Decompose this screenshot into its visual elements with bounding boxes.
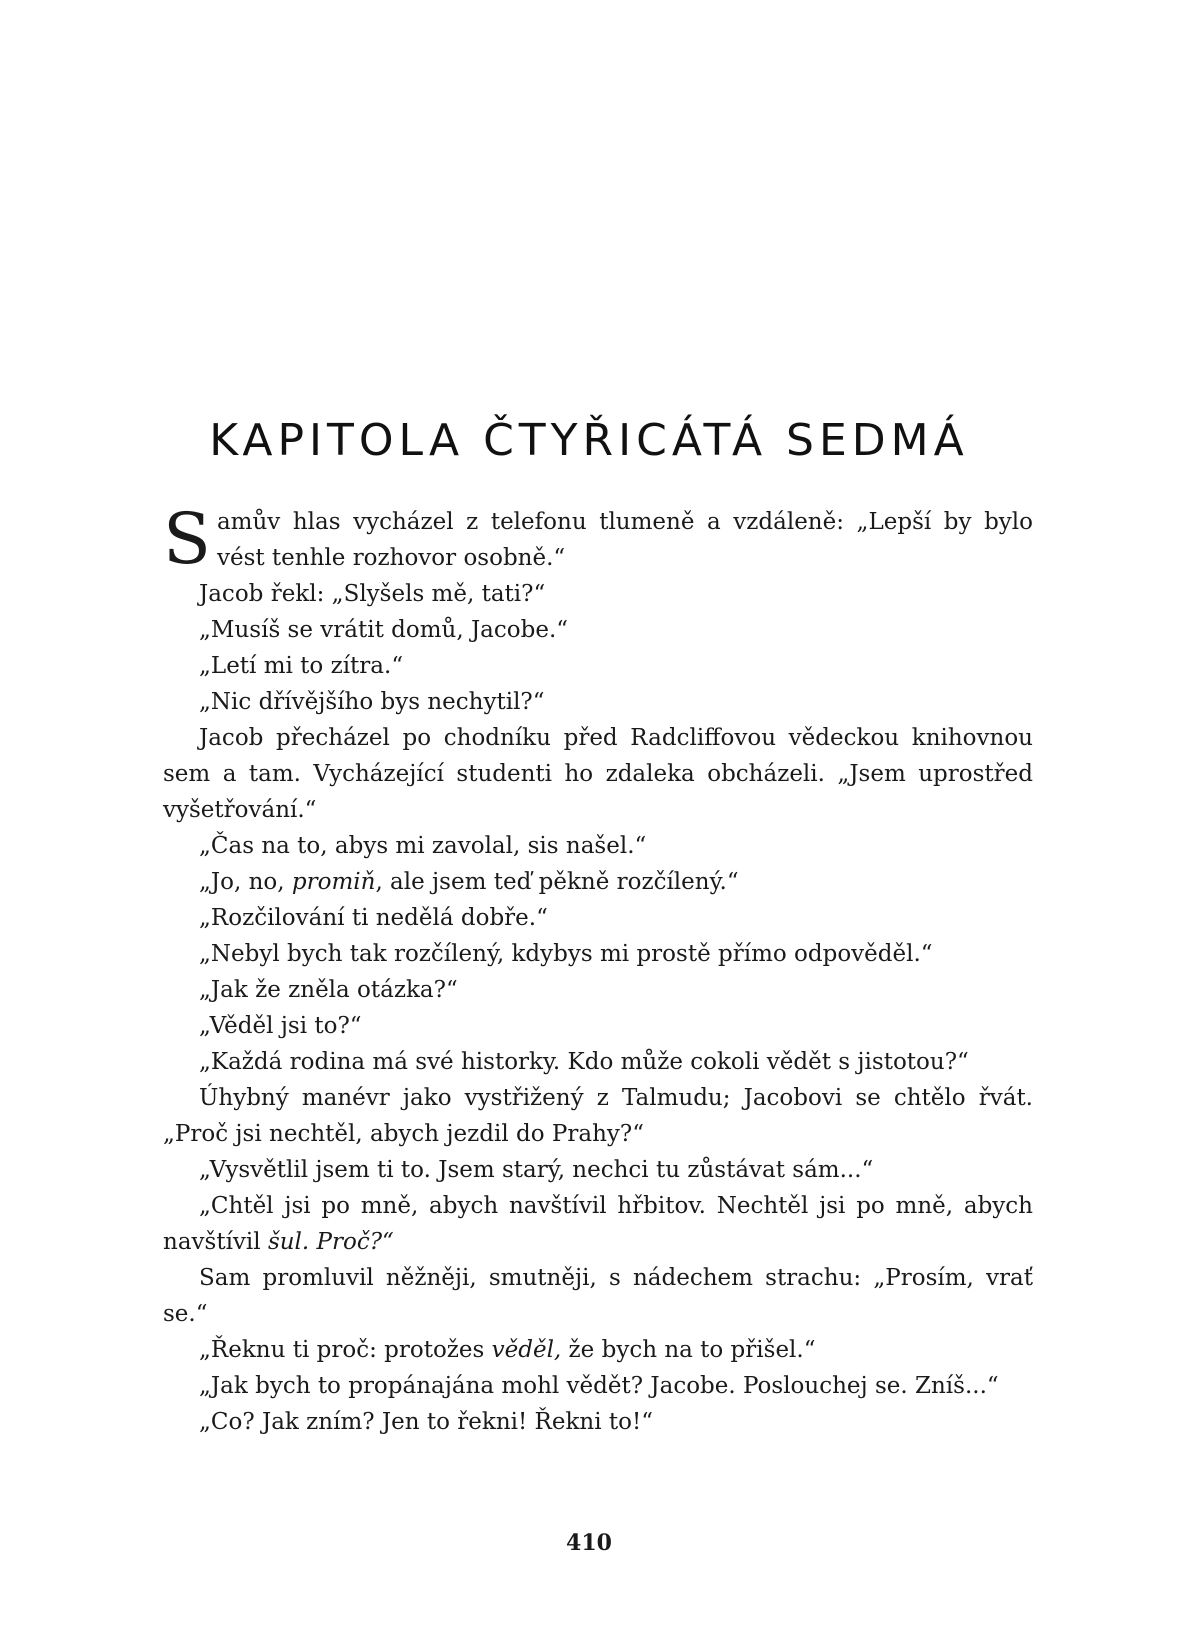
paragraph: „Co? Jak zním? Jen to řekni! Řekni to!“ [199,1409,653,1435]
paragraph: „Letí mi to zítra.“ [199,653,404,679]
paragraph: „Věděl jsi to?“ [199,1013,362,1039]
paragraph: Jacob řekl: „Slyšels mě, tati?“ [199,581,546,607]
paragraph: „Jak že zněla otázka?“ [199,977,458,1003]
paragraph: Úhybný manévr jako vystřižený z Talmudu; Jacobovi se chtělo řvát. „Proč jsi nechtěl, abych jezdil do Prahy?“ [163,1085,1033,1147]
page-number: 410 [566,1530,612,1556]
paragraph: „Nic dřívějšího bys nechytil?“ [199,689,545,715]
paragraph: „Chtěl jsi po mně, abych navštívil hřbitov. Nechtěl jsi po mně, abych navštívil šul. Proč?“ [163,1193,1033,1255]
drop-cap: S [163,498,211,580]
paragraph: „Rozčilování ti nedělá dobře.“ [199,905,548,931]
paragraph: „Každá rodina má své historky. Kdo může cokoli vědět s jistotou?“ [199,1049,969,1075]
paragraph: „Jo, no, promiň, ale jsem teď pěkně rozčílený.“ [199,869,739,895]
paragraph: „Řeknu ti proč: protožes věděl, že bych na to přišel.“ [199,1337,816,1363]
paragraph: Samův hlas vycházel z telefonu tlumeně a vzdáleně: „Lepší by bylo vést tenhle rozhovor osobně.“ [163,498,1033,580]
emphasis: šul. Proč?“ [267,1229,394,1255]
paragraph: „Musíš se vrátit domů, Jacobe.“ [199,617,569,643]
paragraph: „Vysvětlil jsem ti to. Jsem starý, nechci tu zůstávat sám...“ [199,1157,874,1183]
body-text [163,498,1033,1440]
emphasis: věděl, [491,1337,562,1363]
emphasis: promiň [291,869,376,895]
chapter-title: KAPITOLA ČTYŘICÁTÁ SEDMÁ [209,415,969,466]
paragraph: Sam promluvil něžněji, smutněji, s nádechem strachu: „Prosím, vrať se.“ [163,1265,1033,1327]
paragraph: „Jak bych to propánajána mohl vědět? Jacobe. Poslouchej se. Zníš...“ [199,1373,999,1399]
paragraph: „Nebyl bych tak rozčílený, kdybys mi prostě přímo odpověděl.“ [199,941,933,967]
paragraph: Jacob přecházel po chodníku před Radcliffovou vědeckou knihovnou sem a tam. Vycházející studenti ho zdaleka obcházeli. „Jsem uprostřed vyšetřování.“ [163,725,1033,823]
paragraph: „Čas na to, abys mi zavolal, sis našel.“ [199,833,647,859]
